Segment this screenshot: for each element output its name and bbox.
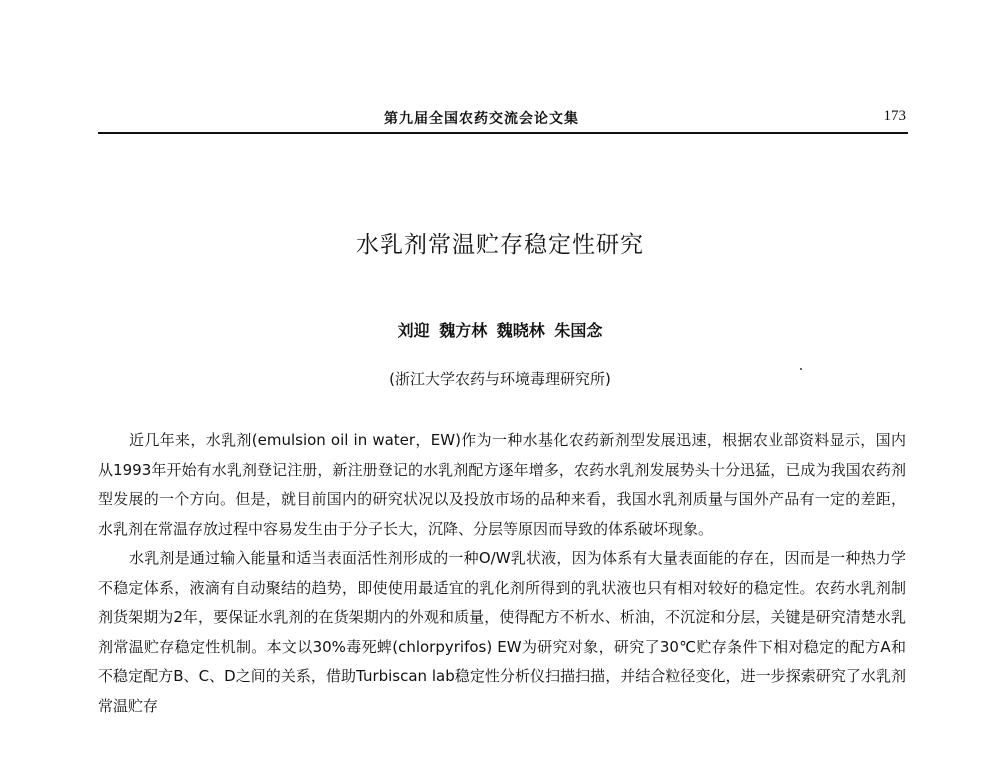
paragraph-1: 近几年来，水乳剂(emulsion oil in water，EW)作为一种水基化农药新剂型发展迅速，根据农业部资料显示，国内从1993年开始有水乳剂登记注册，新注册登记的水乳剂配方逐年增多，农药水乳剂发展势头十分迅猛，已成为我国农药剂型发展的一个方向。但是，就目前国内的研究状况以及投放市场的品种来看，我国水乳剂质量与国外产品有一定的差距，水乳剂在常温存放过程中容易发生由于分子长大，沉降、分层等原因而导致的体系破坏现象。 (98, 431, 906, 538)
journal-title: 第九届全国农药交流会论文集 (384, 111, 579, 127)
affiliation: (浙江大学农药与环境毒理研究所) (389, 370, 611, 388)
header-rule (98, 132, 908, 134)
body-text (98, 426, 906, 721)
running-header (98, 108, 906, 132)
author-list: 刘迎 魏方林 魏晓林 朱国念 (397, 321, 603, 340)
paper-title: 水乳剂常温贮存稳定性研究 (356, 232, 644, 258)
paragraph-2: 水乳剂是通过输入能量和适当表面活性剂形成的一种O/W乳状液，因为体系有大量表面能的存在，因而是一种热力学不稳定体系，液滴有自动聚结的趋势，即使使用最适宜的乳化剂所得到的乳状液也只有相对较好的稳定性。农药水乳剂制剂货架期为2年，要保证水乳剂的在货架期内的外观和质量，使得配方不析水、析油，不沉淀和分层，关键是研究清楚水乳剂常温贮存稳定性机制。本文以30%毒死蜱(chlorpyrifos) EW为研究对象，研究了30℃贮存条件下相对稳定的配方A和不稳定配方B、C、D之间的关系，借助Turbiscan lab稳定性分析仪扫描扫描，并结合粒径变化，进一步探索研究了水乳剂常温贮存 (98, 549, 906, 715)
speck (800, 368, 802, 370)
page-number: 173 (883, 108, 906, 124)
